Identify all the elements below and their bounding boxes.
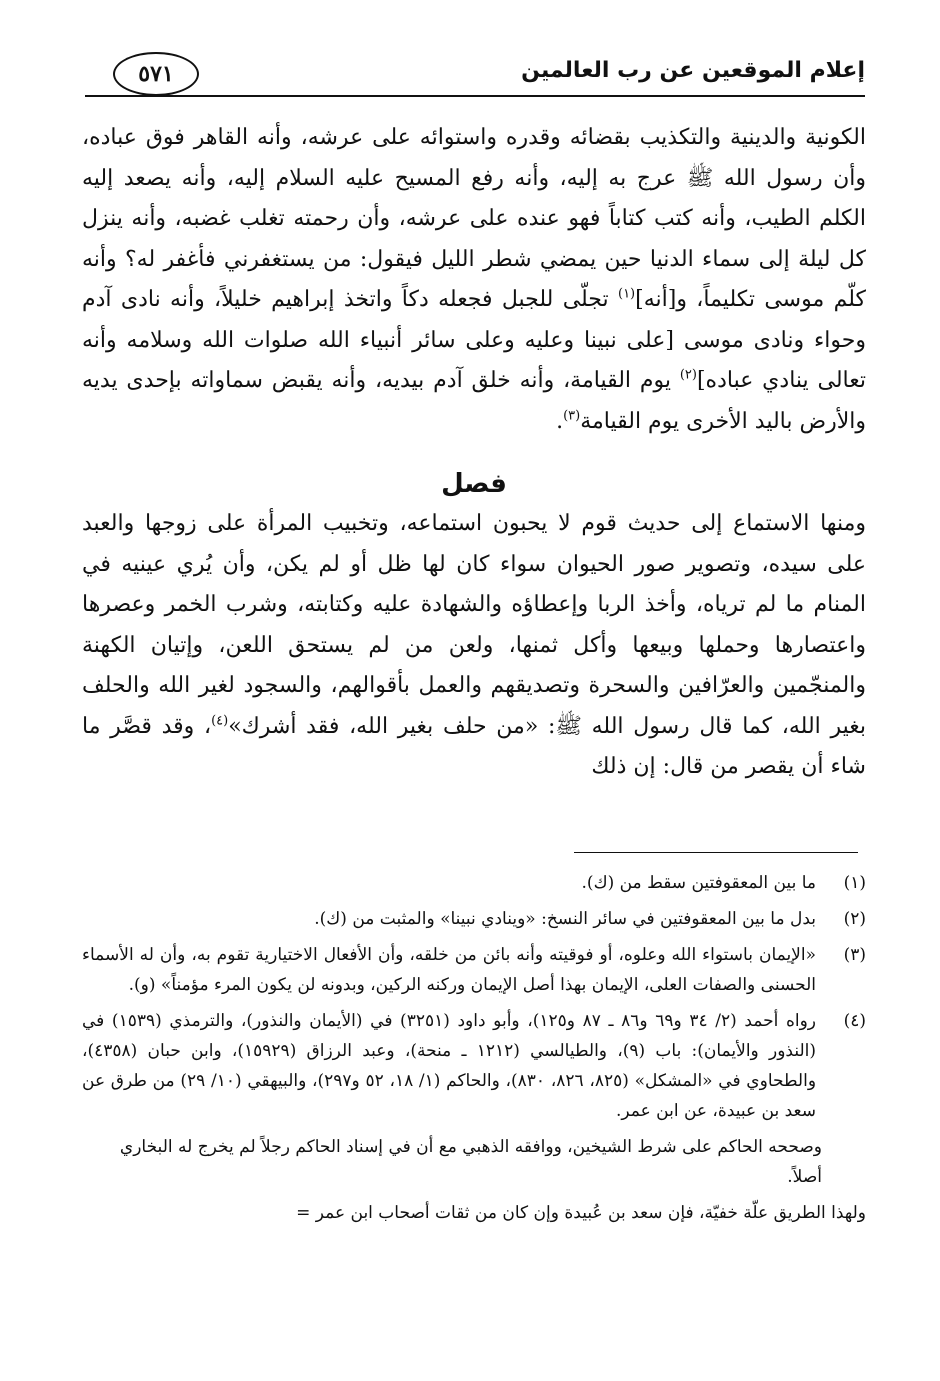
- footnote-number: (٣): [843, 945, 866, 965]
- footnotes: [82, 868, 866, 1228]
- section-heading: فصل: [441, 469, 507, 499]
- page-header: [85, 40, 865, 100]
- footnote-text: «الإيمان باستواء الله وعلوه، أو فوقيته وأنه بائن من خلقه، وأن الأفعال الاختيارية تقوم به، وأن له الأسماء الحسنى والصفات العلى، الإيمان بهذا أصل الإيمان وركنه الركين، وبدونه لن يكون المرء مؤمناً» (و).: [82, 945, 816, 995]
- page-number: ٥٧١: [113, 52, 199, 96]
- main-text: [82, 118, 866, 788]
- footnote-ref-2: (٢): [679, 367, 697, 383]
- paragraph-1-end: .: [556, 408, 564, 434]
- paragraph-1-text-c: يوم القيامة، وأنه خلق آدم بيديه، وأنه يقبض سماواته بإحدى يديه والأرض باليد الأخرى يوم القيامة: [82, 368, 866, 434]
- paragraph-1-text-b: تجلّى للجبل فجعله دكاً واتخذ إبراهيم خليلاً، وأنه نادى آدم وحواء ونادى موسى [على نبينا وعليه وعلى سائر أنبياء الله صلوات الله وسلامه وأنه تعالى ينادي عباده]: [82, 287, 866, 393]
- paragraph-1-text-a: الكونية والدينية والتكذيب بقضائه وقدره واستوائه على عرشه، وأنه القاهر فوق عباده، وأن رسول الله ﷺ عرج به إليه، وأنه رفع المسيح عليه السلام إليه، وأنه يصعد إليه الكلم الطيب، وأنه كتب كتاباً فهو عنده على عرشه، وأن رحمته تغلب غضبه، وأنه ينزل كل ليلة إلى سماء الدنيا حين يمضي شطر الليل فيقول: من يستغفرني فأغفر له؟ وأنه كلّم موسى تكليماً، و[أنه]: [82, 125, 867, 312]
- footnote-ref-3: (٣): [563, 408, 581, 424]
- footnote-separator: [574, 852, 858, 853]
- paragraph-1: [82, 118, 866, 442]
- footnote-ref-4: (٤): [211, 713, 229, 729]
- footnote-item: [82, 1006, 866, 1126]
- footnote-number: (٢): [843, 909, 866, 929]
- footnote-4-last-line: ولهذا الطريق علّة خفيّة، فإن سعد بن عُبيدة وإن كان من ثقات أصحاب ابن عمر =: [296, 1203, 866, 1223]
- footnote-item: [82, 940, 866, 1000]
- footnote-number: (١): [843, 873, 866, 893]
- header-rule: [85, 95, 865, 97]
- footnote-text: رواه أحمد (٢/ ٣٤ و٦٩ و٨٦ ـ ٨٧ و١٢٥)، وأبو داود (٣٢٥١) في (الأيمان والنذور)، والترمذي (١٥٣٩) في (النذور والأيمان): باب (٩)، والطيالسي (١٢١٢ ـ منحة)، وعبد الرزاق (١٥٩٢٩)، وابن حبان (٤٣٥٨)، والطحاوي في «المشكل» (٨٢٥، ٨٢٦، ٨٣٠)، والحاكم (١/ ١٨، ٥٢ و٢٩٧)، والبيهقي (١٠/ ٢٩) من طرق عن سعد بن عبيدة، عن ابن عمر.: [82, 1011, 817, 1121]
- footnote-item: [82, 868, 866, 898]
- footnote-4-continued: وصححه الحاكم على شرط الشيخين، ووافقه الذهبي مع أن في إسناد الحاكم رجلاً لم يخرج له البخاري أصلاً.: [119, 1137, 822, 1187]
- paragraph-2-end: ، وقد قصَّر ما شاء أن يقصر من قال: إن ذلك: [82, 713, 866, 779]
- footnote-text: بدل ما بين المعقوفتين في سائر النسخ: «وينادي نبينا» والمثبت من (ك).: [314, 909, 816, 929]
- footnote-item: [82, 904, 866, 934]
- footnote-text: ما بين المعقوفتين سقط من (ك).: [581, 873, 816, 893]
- paragraph-2: [82, 504, 866, 788]
- running-title: إعلام الموقعين عن رب العالمين: [521, 58, 865, 83]
- footnote-number: (٤): [843, 1011, 866, 1031]
- footnote-ref-1: (١): [617, 286, 636, 302]
- paragraph-2-text: ومنها الاستماع إلى حديث قوم لا يحبون استماعه، وتخبيب المرأة على زوجها والعبد على سيده، وتصوير صور الحيوان سواء كان لها ظل أو لم يكن، وأن يُري عينيه في المنام ما لم ترياه، وأخذ الربا وإعطاؤه والشهادة عليه وكتابته، وشرب الخمر وعصرها واعتصارها وحملها وبيعها وأكل ثمنها، ولعن من لم يستحق اللعن، وإتيان الكهنة والمنجّمين والعرّافين والسحرة وتصديقهم والعمل بأقوالهم، والسجود لغير الله والحلف بغير الله، كما قال رسول الله ﷺ: «من حلف بغير الله، فقد أشرك»: [82, 511, 866, 739]
